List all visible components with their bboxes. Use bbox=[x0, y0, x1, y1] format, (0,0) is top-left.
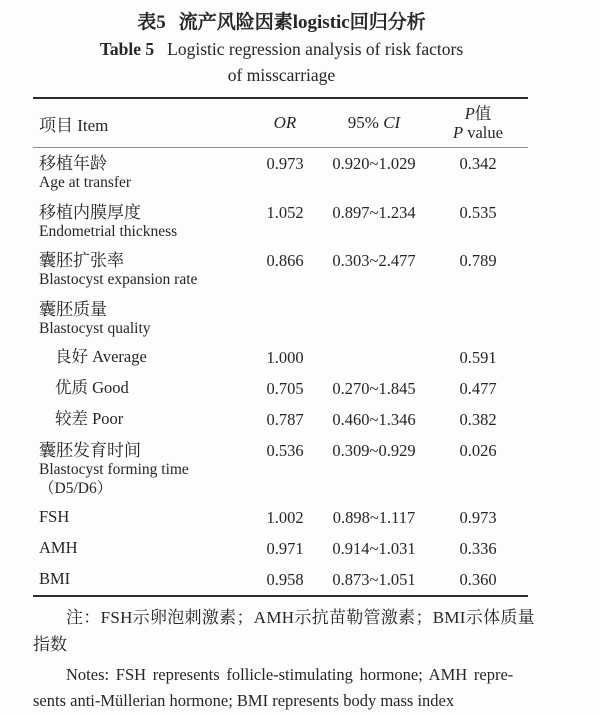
table-title-en bbox=[33, 36, 530, 63]
col-header-p bbox=[428, 98, 528, 148]
cell-or: 1.002 bbox=[266, 508, 304, 527]
cell-or: 1.052 bbox=[266, 202, 304, 222]
table-row-endometrial-thickness bbox=[33, 197, 528, 246]
regression-table bbox=[33, 97, 528, 597]
cell-p: 0.360 bbox=[459, 570, 497, 589]
table-title-zh-text: 流产风险因素logistic回归分析 bbox=[178, 12, 426, 33]
table-row-blastocyst-quality bbox=[33, 294, 528, 343]
note-en bbox=[33, 662, 548, 714]
cell-or: 0.866 bbox=[266, 251, 304, 270]
cell-item: AMH bbox=[39, 538, 78, 557]
cell-p: 0.789 bbox=[459, 251, 497, 270]
note-zh bbox=[33, 604, 548, 658]
table-number-zh: 表5 bbox=[137, 12, 166, 33]
cell-ci: 0.920~1.029 bbox=[332, 154, 416, 173]
cell-or: 0.705 bbox=[266, 379, 304, 398]
cell-item: 较差 Poor bbox=[55, 409, 124, 428]
cell-p: 0.535 bbox=[459, 202, 497, 222]
table-title-zh bbox=[33, 9, 530, 36]
cell-or: 0.958 bbox=[266, 570, 304, 589]
cell-p: 0.591 bbox=[459, 348, 497, 367]
col-header-item: 项目 Item bbox=[33, 98, 250, 148]
cell-p: 0.477 bbox=[459, 379, 497, 398]
table-row-age-at-transfer bbox=[33, 148, 528, 197]
table-row-blastocyst-forming-time bbox=[33, 435, 528, 502]
p-header-zh: P值 bbox=[464, 104, 492, 123]
table-number-en: Table 5 bbox=[99, 39, 155, 59]
note-zh-line2: 指数 bbox=[33, 635, 67, 654]
col-header-ci: 95% CI bbox=[320, 98, 428, 148]
cell-ci: 0.897~1.234 bbox=[332, 202, 416, 222]
table-row-quality-good bbox=[33, 373, 528, 404]
note-en-line2: sents anti-Müllerian hormone; BMI represents body mass index bbox=[33, 691, 455, 710]
cell-p: 0.342 bbox=[459, 154, 497, 173]
cell-item: 良好 Average bbox=[55, 347, 147, 366]
cell-item: 囊胚发育时间 Blastocyst forming time （D5/D6） bbox=[39, 441, 189, 497]
table-row-blastocyst-expansion-rate bbox=[33, 245, 528, 294]
cell-or: 0.536 bbox=[266, 441, 304, 460]
cell-or bbox=[250, 294, 320, 343]
cell-ci bbox=[320, 342, 428, 373]
p-header-en: P value bbox=[453, 123, 503, 142]
cell-item: 囊胚扩张率 Blastocyst expansion rate bbox=[39, 251, 198, 288]
cell-p: 0.973 bbox=[459, 508, 497, 527]
cell-or: 1.000 bbox=[266, 348, 304, 367]
table-row-quality-average bbox=[33, 342, 528, 373]
table-row-fsh bbox=[33, 502, 528, 533]
cell-item: 优质 Good bbox=[55, 378, 129, 397]
cell-ci: 0.898~1.117 bbox=[332, 508, 416, 527]
table-row-amh bbox=[33, 533, 528, 564]
table-header-row bbox=[33, 98, 528, 148]
cell-p bbox=[428, 294, 528, 343]
cell-ci: 0.309~0.929 bbox=[332, 441, 416, 460]
cell-ci: 0.270~1.845 bbox=[332, 379, 416, 398]
note-zh-line1: 注：FSH示卵泡刺激素；AMH示抗苗勒管激素；BMI示体质量 bbox=[66, 608, 535, 627]
cell-or: 0.971 bbox=[266, 539, 304, 558]
cell-ci: 0.460~1.346 bbox=[332, 410, 416, 429]
col-header-or: OR bbox=[250, 98, 320, 148]
cell-ci: 0.303~2.477 bbox=[332, 251, 416, 270]
cell-p: 0.336 bbox=[459, 539, 497, 558]
table-row-quality-poor bbox=[33, 404, 528, 435]
title-block bbox=[33, 9, 530, 88]
cell-ci: 0.914~1.031 bbox=[332, 539, 416, 558]
cell-item: BMI bbox=[39, 569, 71, 588]
cell-p: 0.382 bbox=[459, 410, 497, 429]
cell-or: 0.973 bbox=[266, 154, 304, 173]
table-title-en-text: Logistic regression analysis of risk factors bbox=[167, 39, 464, 59]
cell-item: 囊胚质量 Blastocyst quality bbox=[39, 299, 151, 337]
cell-p: 0.026 bbox=[459, 441, 497, 460]
cell-or: 0.787 bbox=[266, 410, 304, 429]
table-row-bmi bbox=[33, 564, 528, 596]
cell-item: FSH bbox=[39, 507, 70, 526]
cell-item: 移植内膜厚度 Endometrial thickness bbox=[39, 202, 178, 240]
note-en-line1: Notes: FSH represents follicle-stimulating hormone; AMH repre- bbox=[66, 665, 514, 684]
cell-item: 移植年龄 Age at transfer bbox=[39, 154, 132, 191]
cell-ci: 0.873~1.051 bbox=[332, 570, 416, 589]
table-title-en-line2: of misscarriage bbox=[227, 65, 336, 85]
cell-ci bbox=[320, 294, 428, 343]
